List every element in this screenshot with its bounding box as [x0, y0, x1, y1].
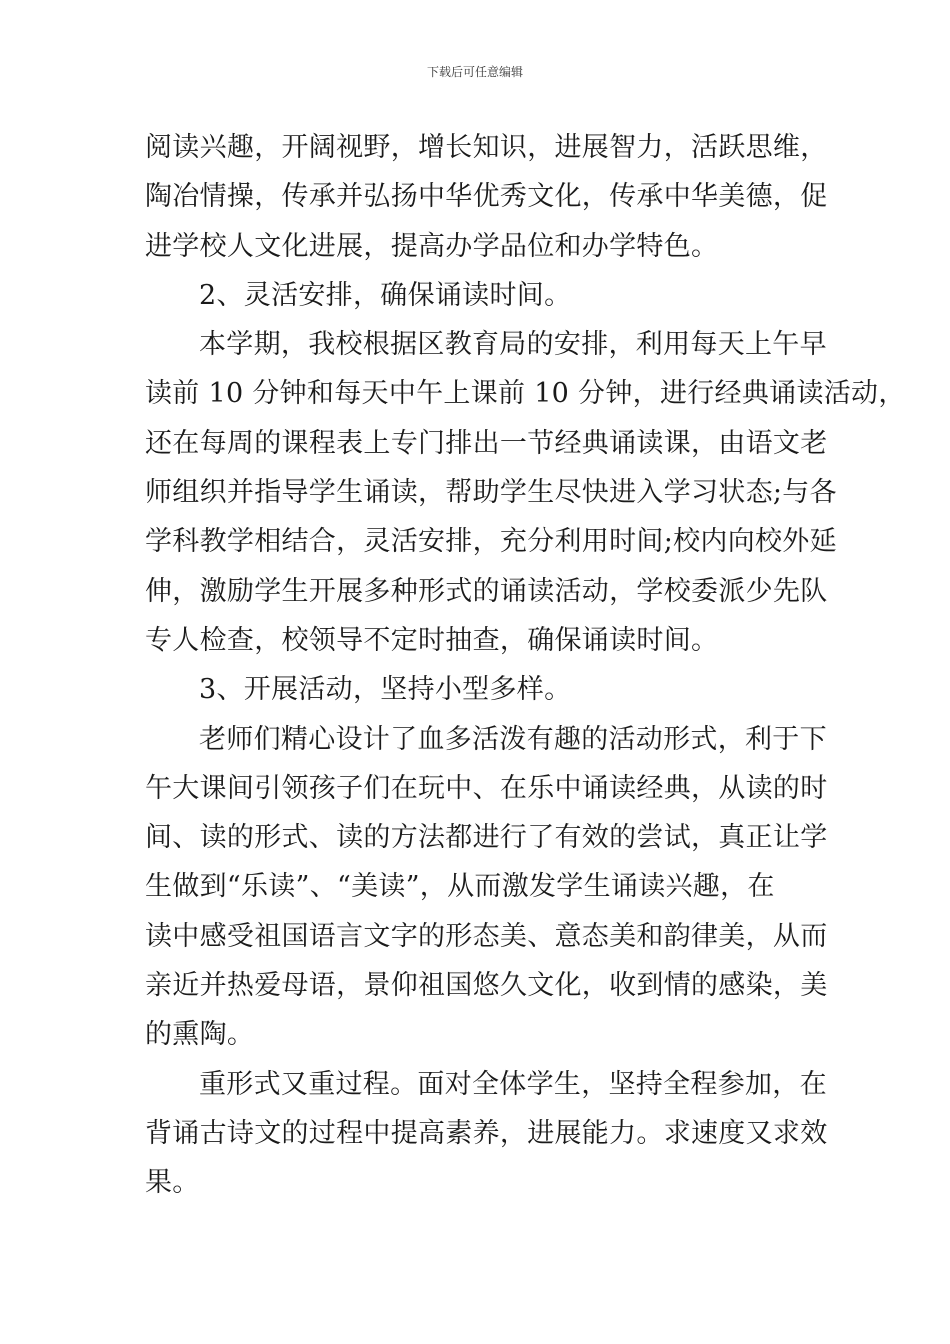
text-line: 师组织并指导学生诵读，帮助学生尽快进入学习状态;与各: [145, 477, 837, 509]
text-line: 老师们精心设计了血多活泼有趣的活动形式，利于下: [199, 723, 827, 755]
section-heading: 3、开展活动，坚持小型多样。: [199, 674, 572, 706]
text-line: 进学校人文化进展，提高办学品位和办学特色。: [145, 230, 719, 262]
text-line: 伸，激励学生开展多种形式的诵读活动，学校委派少先队: [145, 575, 828, 607]
text-line: 读中感受祖国语言文字的形态美、意态美和韵律美，从而: [145, 920, 828, 952]
text-line: 重形式又重过程。面对全体学生，坚持全程参加，在: [199, 1068, 827, 1100]
text-line: 间、读的形式、读的方法都进行了有效的尝试，真正让学: [145, 822, 828, 854]
text-line: 还在每周的课程表上专门排出一节经典诵读课，由语文老: [145, 427, 828, 459]
page-header: 下载后可任意编辑: [426, 65, 523, 79]
text-line: 生做到“乐读”、“美读”，从而激发学生诵读兴趣，在: [145, 871, 775, 903]
text-line: 阅读兴趣，开阔视野，增长知识，进展智力，活跃思维，: [145, 132, 828, 163]
text-line: 专人检查，校领导不定时抽查，确保诵读时间。: [145, 624, 719, 656]
text-line: 亲近并热爱母语，景仰祖国悠久文化，收到情的感染，美: [145, 970, 828, 1002]
document-body: [145, 123, 906, 1208]
text-line: 陶冶情操，传承并弘扬中华优秀文化，传承中华美德，促: [145, 181, 828, 213]
text-line: 午大课间引领孩子们在玩中、在乐中诵读经典，从读的时: [145, 772, 828, 804]
text-line: 本学期，我校根据区教育局的安排，利用每天上午早: [199, 329, 827, 361]
text-line: 果。: [145, 1167, 200, 1199]
text-line: 学科教学相结合，灵活安排，充分利用时间;校内向校外延: [145, 526, 837, 558]
text-line: 背诵古诗文的过程中提高素养，进展能力。求速度又求效: [145, 1117, 828, 1149]
text-line: 的熏陶。: [145, 1019, 255, 1051]
text-line: 读前 10 分钟和每天中午上课前 10 分钟，进行经典诵读活动，: [145, 378, 906, 410]
section-heading: 2、灵活安排，确保诵读时间。: [199, 279, 572, 311]
